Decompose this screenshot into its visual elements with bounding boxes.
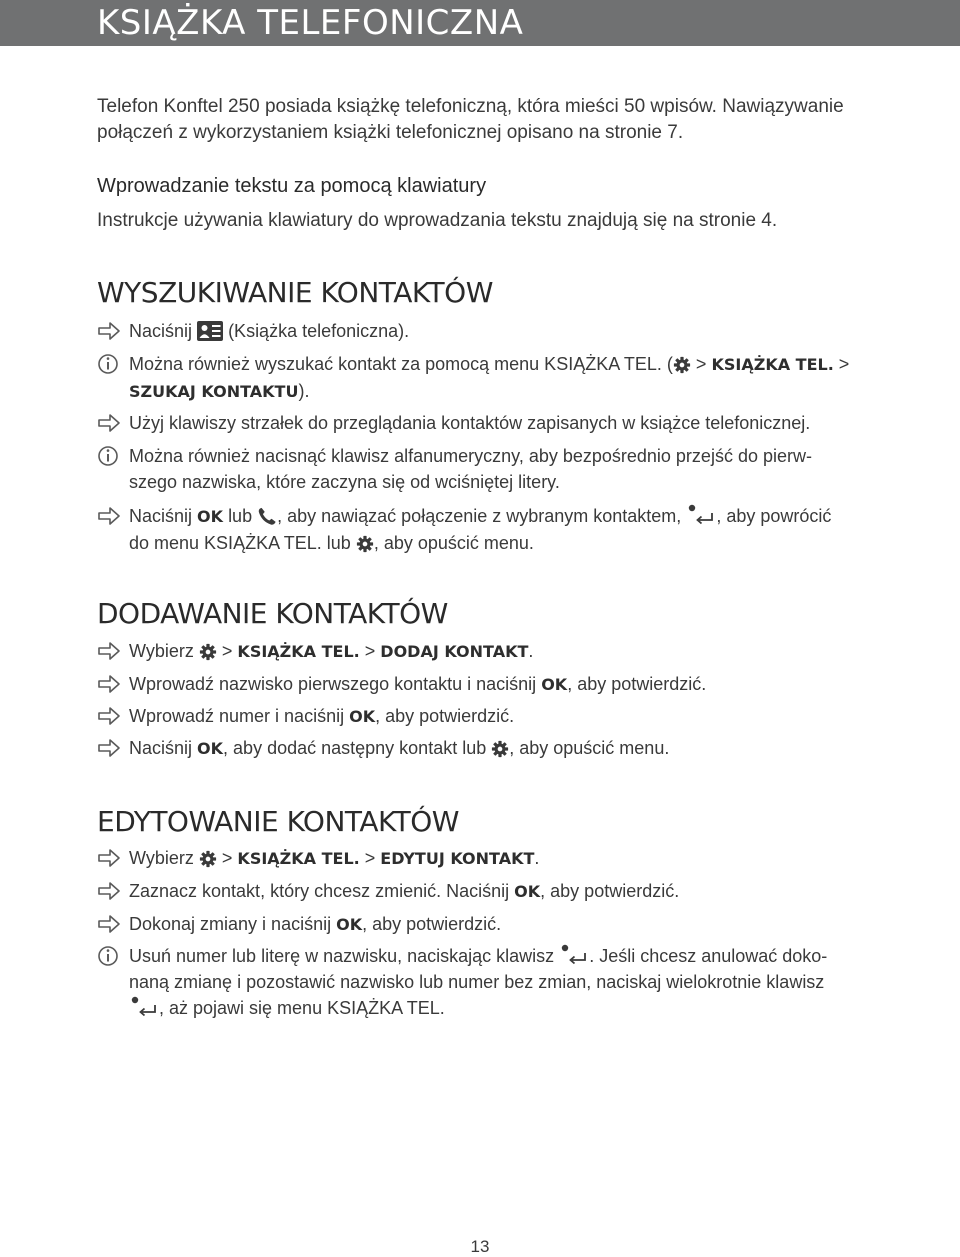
add-step-1: Wybierz > KSIĄŻKA TEL. > DODAJ KONTAKT. bbox=[97, 638, 877, 665]
add-heading: DODAWANIE KONTAKTÓW bbox=[97, 597, 448, 630]
back-arrow-icon bbox=[129, 996, 159, 1018]
add-step-4: Naciśnij OK, aby dodać następny kontakt lub , aby opuścić menu. bbox=[97, 735, 877, 762]
keyboard-heading: Wprowadzanie tekstu za pomocą klawiatury bbox=[97, 175, 487, 197]
intro-line-1: Telefon Konftel 250 posiada książkę telefoniczną, która mieści 50 wpisów. Nawiązywanie bbox=[97, 96, 844, 117]
page-number: 13 bbox=[470, 1237, 490, 1256]
gear-icon bbox=[356, 535, 374, 553]
step-arrow-icon bbox=[97, 878, 121, 904]
gear-icon bbox=[673, 356, 691, 374]
search-step-3: Naciśnij OK lub , aby nawiązać połączenie z wybranym kontaktem, , aby powrócić do menu KSIĄŻKA TEL. lub , aby opuścić menu. bbox=[97, 503, 877, 556]
info-circle-icon bbox=[97, 943, 121, 969]
intro-line-2: połączeń z wykorzystaniem książki telefonicznej opisano na stronie 7. bbox=[97, 122, 684, 143]
edit-step-2: Zaznacz kontakt, który chcesz zmienić. Naciśnij OK, aby potwierdzić. bbox=[97, 878, 877, 905]
info-circle-icon bbox=[97, 443, 121, 469]
search-heading: WYSZUKIWANIE KONTAKTÓW bbox=[97, 276, 493, 309]
step-arrow-icon bbox=[97, 671, 121, 697]
edit-heading: EDYTOWANIE KONTAKTÓW bbox=[97, 805, 459, 838]
edit-step-3: Dokonaj zmiany i naciśnij OK, aby potwierdzić. bbox=[97, 911, 877, 938]
page-title: KSIĄŻKA TELEFONICZNA bbox=[97, 3, 524, 43]
search-step-1: Naciśnij (Książka telefoniczna). bbox=[97, 318, 877, 344]
gear-icon bbox=[199, 850, 217, 868]
search-step-2: Użyj klawiszy strzałek do przeglądania kontaktów zapisanych w książce telefonicznej. bbox=[97, 410, 877, 436]
back-arrow-icon bbox=[559, 944, 589, 966]
gear-icon bbox=[199, 643, 217, 661]
step-arrow-icon bbox=[97, 503, 121, 529]
step-arrow-icon bbox=[97, 735, 121, 761]
info-circle-icon bbox=[97, 351, 121, 377]
search-info-2: Można również nacisnąć klawisz alfanumeryczny, aby bezpośrednio przejść do pierw- szego nazwiska, które zaczyna się od wciśniętej litery. bbox=[97, 443, 877, 495]
keyboard-text: Instrukcje używania klawiatury do wprowadzania tekstu znajdują się na stronie 4. bbox=[97, 210, 778, 231]
step-arrow-icon bbox=[97, 911, 121, 937]
step-arrow-icon bbox=[97, 703, 121, 729]
edit-step-1: Wybierz > KSIĄŻKA TEL. > EDYTUJ KONTAKT. bbox=[97, 845, 877, 872]
step-arrow-icon bbox=[97, 638, 121, 664]
phonebook-card-icon bbox=[197, 321, 223, 341]
edit-info-1: Usuń numer lub literę w nazwisku, naciskając klawisz . Jeśli chcesz anulować doko- naną zmianę i pozostawić nazwisko lub numer bez zmian, naciskaj wielokrotnie klawisz , aż pojawi się menu KSIĄŻKA TEL. bbox=[97, 943, 877, 1021]
search-info-1: Można również wyszukać kontakt za pomocą menu KSIĄŻKA TEL. ( > KSIĄŻKA TEL. > SZUKAJ KONTAKTU). bbox=[97, 351, 877, 405]
step-arrow-icon bbox=[97, 845, 121, 871]
step-arrow-icon bbox=[97, 318, 121, 344]
phone-handset-icon bbox=[257, 506, 277, 526]
add-step-3: Wprowadź numer i naciśnij OK, aby potwierdzić. bbox=[97, 703, 877, 730]
back-arrow-icon bbox=[686, 504, 716, 526]
add-step-2: Wprowadź nazwisko pierwszego kontaktu i naciśnij OK, aby potwierdzić. bbox=[97, 671, 877, 698]
step-arrow-icon bbox=[97, 410, 121, 436]
gear-icon bbox=[491, 740, 509, 758]
